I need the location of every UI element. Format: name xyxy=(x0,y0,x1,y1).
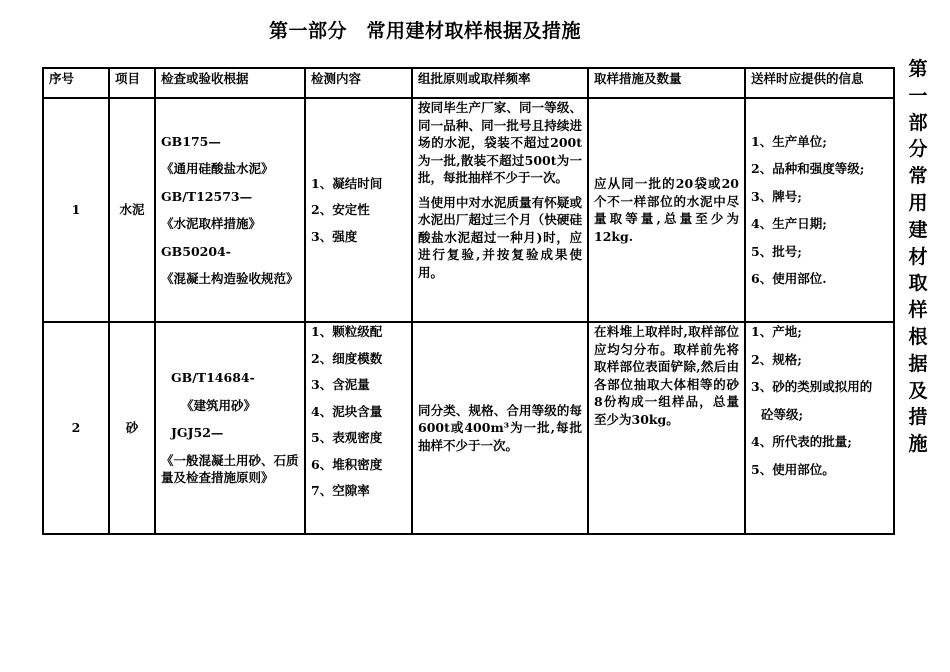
info-item: 1、生产单位; xyxy=(751,133,827,149)
test-item: 5、表观密度 xyxy=(311,430,383,445)
cell-tests xyxy=(305,98,412,322)
batch-paragraph: 当使用中对水泥质量有怀疑或水泥出厂超过三个月（快硬硅酸盐水泥超过一种月)时，应进行复验,并按复验成果使用。 xyxy=(418,194,582,280)
header-row xyxy=(43,68,894,98)
side-char: 措 xyxy=(908,406,928,429)
cell-method xyxy=(588,322,745,534)
side-char: 据 xyxy=(908,352,928,375)
test-item: 3、含泥量 xyxy=(311,377,370,392)
cell-basis xyxy=(155,98,305,322)
header-cell-method: 取样措施及数量 xyxy=(588,68,745,98)
info-item: 砼等级; xyxy=(761,406,804,422)
basis-line: GB/T14684- xyxy=(171,370,255,386)
basis-line: 《建筑用砂》 xyxy=(181,397,257,413)
method-paragraph: 应从同一批的20袋或20个不一样部位的水泥中尽量取等量,总量至少为12kg. xyxy=(594,176,739,244)
side-char: 第 xyxy=(908,58,928,80)
batch-paragraph: 按同毕生产厂家、同一等级、同一品种、同一批号且持续进场的水泥，袋装不超过200t为一批,散装不超过500t为一批，每批抽样不少于一次。 xyxy=(418,100,582,185)
header-cell-no: 序号 xyxy=(43,68,109,98)
cell-no: 1 xyxy=(43,98,109,322)
side-char: 一 xyxy=(908,84,928,107)
info-item: 1、产地; xyxy=(751,324,802,339)
info-item: 3、牌号; xyxy=(751,188,802,204)
header-cell-batch: 组批原则或取样频率 xyxy=(412,68,588,98)
side-char: 分 xyxy=(908,138,928,161)
basis-line: 《水泥取样措施》 xyxy=(161,216,262,231)
info-item: 5、批号; xyxy=(751,243,802,259)
info-item: 5、使用部位。 xyxy=(751,461,835,477)
basis-line: GB/T12573— xyxy=(161,188,253,204)
side-char: 样 xyxy=(908,299,928,322)
method-paragraph: 在料堆上取样时,取样部位应均匀分布。取样前先将取样部位表面铲除,然后由各部位抽取大体相等的砂8份构成一组样品，总量至少为30kg。 xyxy=(594,324,739,427)
info-item: 4、所代表的批量; xyxy=(751,434,852,449)
basis-line: 《混凝土构造验收规范》 xyxy=(161,271,299,286)
info-item: 2、规格; xyxy=(751,351,802,367)
header-cell-info: 送样时应提供的信息 xyxy=(745,68,894,98)
test-item: 2、安定性 xyxy=(311,202,370,218)
table-row xyxy=(43,98,894,322)
cell-item: 砂 xyxy=(109,322,155,534)
basis-line: JGJ52— xyxy=(171,425,224,441)
basis-line: GB50204- xyxy=(161,243,231,259)
side-char: 施 xyxy=(908,433,928,456)
info-item: 2、品种和强度等级; xyxy=(751,161,865,176)
side-char: 及 xyxy=(908,379,928,402)
info-item: 6、使用部位. xyxy=(751,271,827,286)
header-cell-item: 项目 xyxy=(109,68,155,98)
basis-line: 《一般混凝土用砂、石质量及检查措施原则》 xyxy=(161,452,299,486)
batch-paragraph: 同分类、规格、合用等级的每600t或400m³为一批,每批抽样不少于一次。 xyxy=(418,402,582,453)
cell-info xyxy=(745,98,894,322)
side-char: 材 xyxy=(908,245,928,268)
test-item: 3、强度 xyxy=(311,228,358,244)
basis-line: GB175— xyxy=(161,133,221,149)
test-item: 7、空隙率 xyxy=(311,483,370,498)
side-char: 部 xyxy=(908,111,928,134)
test-item: 1、凝结时间 xyxy=(311,175,383,191)
test-item: 1、颗粒级配 xyxy=(311,324,383,339)
basis-line: 《通用硅酸盐水泥》 xyxy=(161,161,274,176)
cell-tests xyxy=(305,322,412,534)
test-item: 2、细度模数 xyxy=(311,350,383,366)
page-title: 第一部分 常用建材取样根据及措施 xyxy=(268,20,581,42)
cell-batch xyxy=(412,322,588,534)
side-char: 用 xyxy=(908,191,928,214)
side-vertical-title xyxy=(904,56,932,458)
test-item: 6、堆积密度 xyxy=(311,456,383,472)
cell-no: 2 xyxy=(43,322,109,534)
info-item: 3、砂的类别或拟用的 xyxy=(751,379,873,394)
cell-method xyxy=(588,98,745,322)
header-cell-tests: 检测内容 xyxy=(305,68,412,98)
info-item: 4、生产日期; xyxy=(751,216,827,231)
cell-basis xyxy=(155,322,305,534)
cell-batch xyxy=(412,98,588,322)
side-char: 取 xyxy=(908,272,928,295)
test-item: 4、泥块含量 xyxy=(311,403,383,419)
sampling-table xyxy=(42,67,895,535)
side-char: 根 xyxy=(908,325,928,348)
cell-item: 水泥 xyxy=(109,98,155,322)
side-char: 建 xyxy=(908,218,928,241)
side-char: 常 xyxy=(908,165,928,188)
cell-info xyxy=(745,322,894,534)
header-cell-basis: 检查或验收根据 xyxy=(155,68,305,98)
table-row xyxy=(43,322,894,534)
